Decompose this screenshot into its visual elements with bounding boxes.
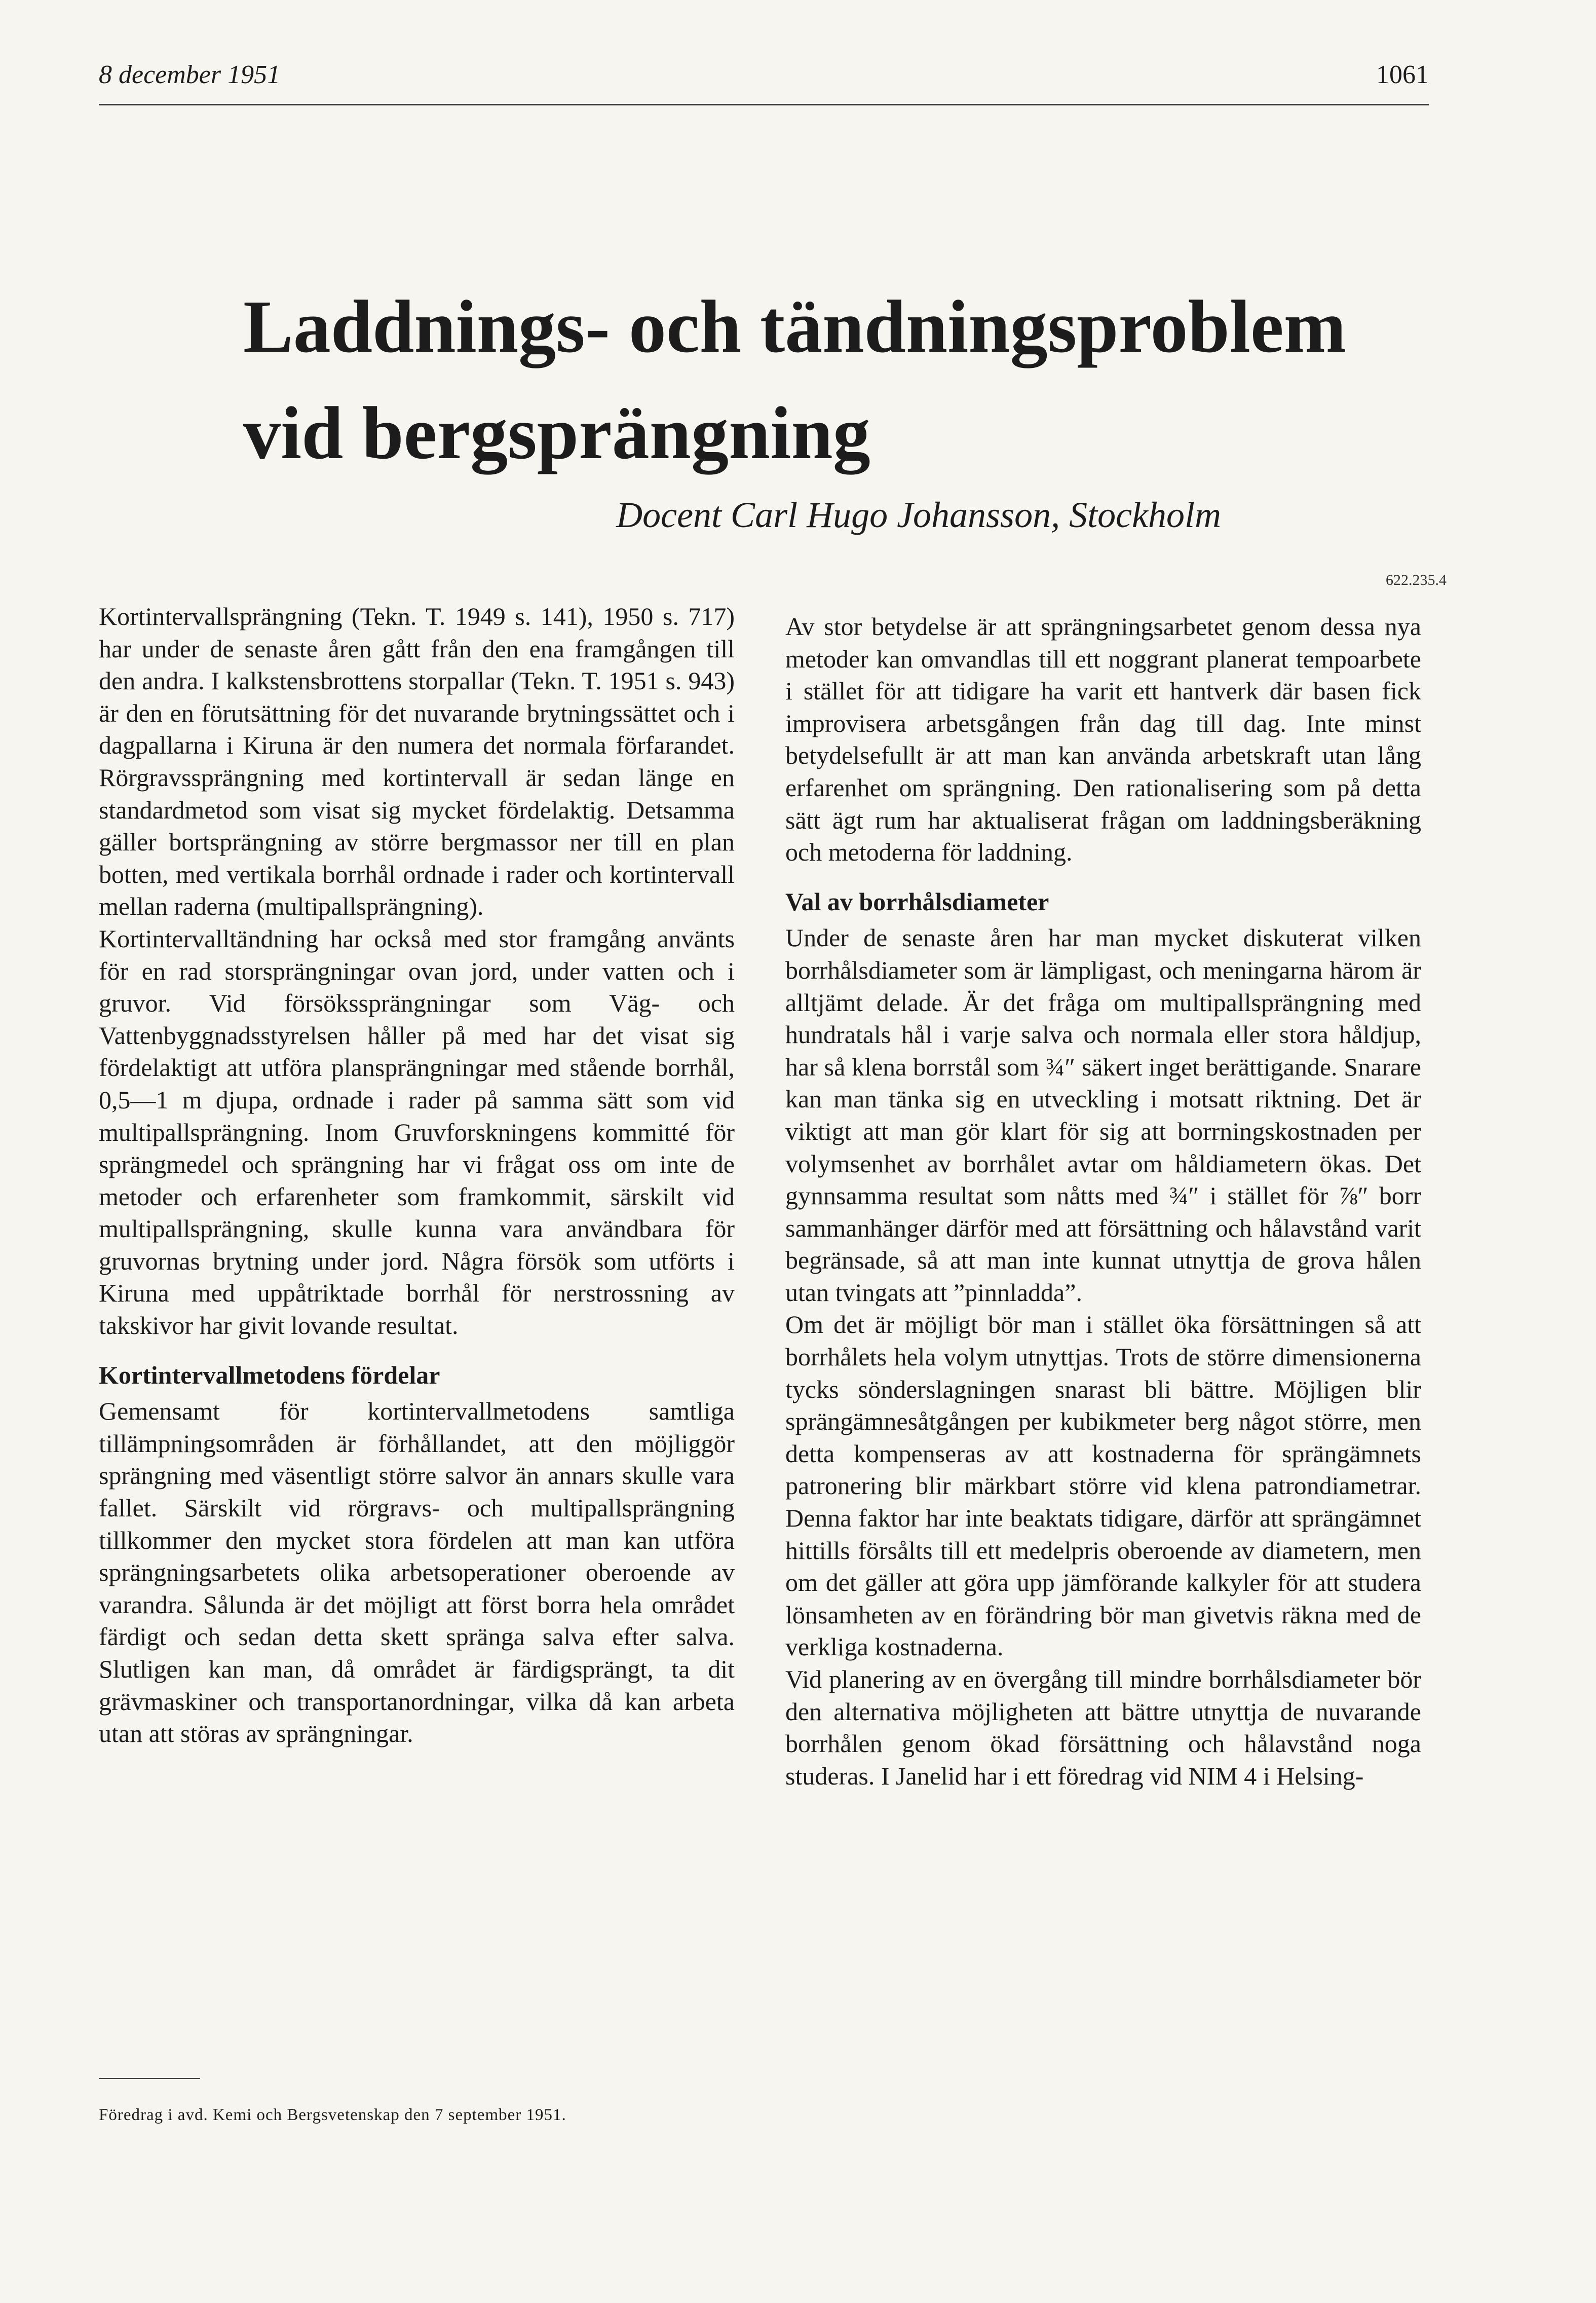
header-date: 8 december 1951 [99,60,281,89]
right-column [785,611,1421,1792]
left-paragraph-1: Kortintervallsprängning (Tekn. T. 1949 s. 141), 1950 s. 717) har under de senaste åren gått från den ena framgången till den andra. I kalkstensbrottens storpallar (Tekn. T. 1951 s. 943) är den en förutsättning för det nuvarande brytningssättet och i dagpallarna i Kiruna är den numera det normala förfarandet. Rörgravssprängning med kortintervall är sedan länge en standardmetod som visat sig mycket fördelaktig. Detsamma gäller bortsprängning av större bergmassor ner till en plan botten, med vertikala borrhål ordnade i rader och kortintervall mellan raderna (multipallsprängning). [99,602,735,921]
article-title-line-1: Laddnings- och tändningsproblem [243,285,1346,368]
left-paragraph-2: Kortintervalltändning har också med stor framgång använts för en rad storsprängningar ovan jord, under vatten och i gruvor. Vid försökssprängningar som Väg- och Vattenbyggnadsstyrelsen håller på med har det visat sig fördelaktigt att utföra plansprängningar med stående borrhål, 0,5—1 m djupa, ordnade i rader på samma sätt som vid multipallsprängning. Inom Gruvforskningens kommitté för sprängmedel och sprängning har vi frågat oss om inte de metoder och erfarenheter som framkommit, särskilt vid multipallsprängning, skulle kunna vara användbara för gruvornas brytning under jord. Några försök som utförts i Kiruna med uppåtriktade borrhål för nerstrossning av takskivor har givit lovande resultat. [99,924,735,1340]
right-paragraph-4: Vid planering av en övergång till mindre borrhålsdiameter bör den alternativa möjligheten att bättre utnyttja de nuvarande borrhålen genom ökad försättning och hålavstånd noga studeras. I Janelid har i ett föredrag vid NIM 4 i Helsing- [785,1665,1421,1790]
section-heading-advantages: Kortintervallmetodens fördelar [99,1360,440,1389]
header-page-number: 1061 [1376,60,1429,89]
footnote-divider [99,2078,200,2079]
right-paragraph-1: Av stor betydelse är att sprängningsarbetet genom dessa nya metoder kan omvandlas till ett noggrant planerat tempoarbete i stället för att tidigare ha varit ett hantverk där basen fick improvisera arbetsgången från dag till dag. Inte minst betydelsefullt är att man kan använda arbetskraft utan lång erfarenhet om sprängning. Den rationalisering som på detta sätt ägt rum har aktualiserat frågan om laddningsberäkning och metoderna för laddning. [785,612,1421,867]
right-paragraph-3: Om det är möjligt bör man i stället öka försättningen så att borrhålets hela volym utnyttjas. Trots de större dimensionerna tycks sönderslagningen snarast bli bättre. Möjligen blir sprängämnesåtgången per kubikmeter berg något större, men detta kompenseras av att kostnaderna för sprängämnets patronering blir märkbart större vid klena patrondiametrar. Denna faktor har inte beaktats tidigare, därför att sprängämnet hittills försålts till ett medelpris oberoende av diametern, men om det gäller att göra upp jämförande kalkyler för att studera lönsamheten av en förändring bör man givetvis räkna med de verkliga kostnaderna. [785,1310,1421,1661]
article-author: Docent Carl Hugo Johansson, Stockholm [616,495,1221,535]
article-title [243,274,1409,487]
classification-code: 622.235.4 [1386,572,1447,588]
left-paragraph-3: Gemensamt för kortintervallmetodens samtliga tillämpningsområden är förhållandet, att den möjliggör sprängning med väsentligt större salvor än annars skulle vara fallet. Särskilt vid rörgravs- och multipallsprängning tillkommer den mycket stora fördelen att man kan utföra sprängningsarbetets olika arbetsoperationer oberoende av varandra. Sålunda är det möjligt att först borra hela området färdigt och sedan detta skett spränga salva efter salva. Slutligen kan man, då området är färdigsprängt, ta dit grävmaskiner och transportanordningar, vilka då kan arbeta utan att störas av sprängningar. [99,1397,735,1748]
right-paragraph-2: Under de senaste åren har man mycket diskuterat vilken borrhålsdiameter som är lämpligast, och meningarna härom är alltjämt delade. Är det fråga om multipallsprängning med hundratals hål i varje salva och normala eller stora håldjup, har så klena borrstål som ¾″ säkert inget berättigande. Snarare kan man tänka sig en utveckling i motsatt riktning. Det är viktigt att man gör klart för sig att borrningskostnaden per volymsenhet av borrhålet avtar om håldiametern ökas. Det gynnsamma resultat som nåtts med ¾″ i stället för ⅞″ borr sammanhänger därför med att försättning och hålavstånd varit begränsade, så att man inte kunnat utnyttja de grova hålen utan tvingats att ”pinnladda”. [785,923,1421,1307]
header-divider [99,104,1429,105]
section-heading-diameter: Val av borrhålsdiameter [785,887,1049,916]
article-title-line-2: vid bergsprängning [243,392,870,475]
footnote: Föredrag i avd. Kemi och Bergsvetenskap den 7 september 1951. [99,2106,566,2124]
left-column [99,601,735,1750]
